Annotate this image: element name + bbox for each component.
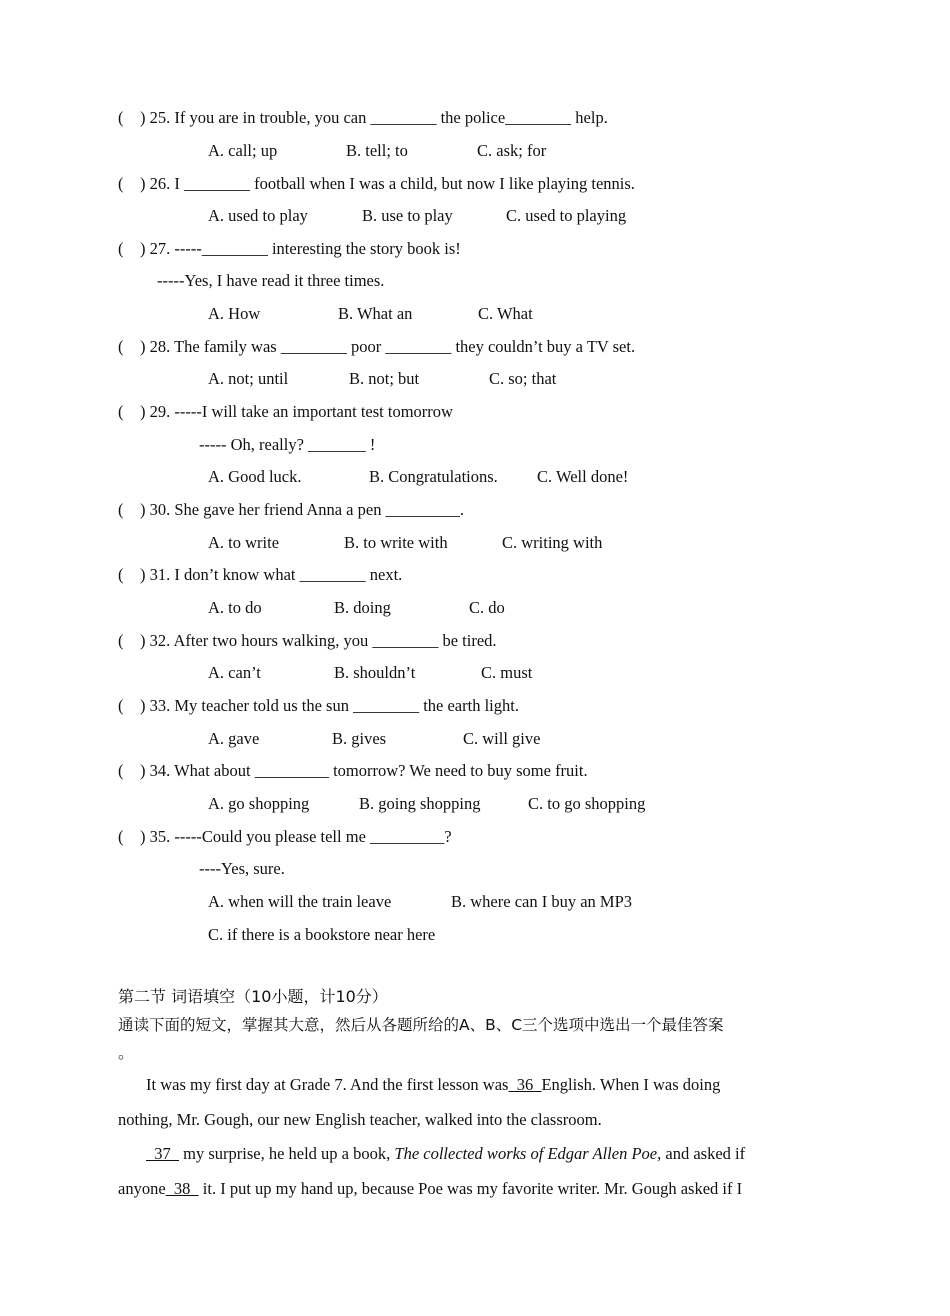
question-28-option-c: C. so; that <box>489 369 557 388</box>
question-25-option-c: C. ask; for <box>477 141 547 160</box>
question-35-dialog: ----Yes, sure. <box>199 859 285 878</box>
question-30-option-b: B. to write with <box>344 533 448 552</box>
question-30-option-a: A. to write <box>208 533 280 552</box>
question-34-stem: ( ) 34. What about _________ tomorrow? We need to buy some fruit. <box>118 761 588 780</box>
passage-line-4 <box>118 1179 742 1199</box>
question-27-option-a: A. How <box>208 304 261 323</box>
question-35-stem: ( ) 35. -----Could you please tell me _________? <box>118 827 452 846</box>
question-28-option-b: B. not; but <box>349 369 420 388</box>
question-34-option-b: B. going shopping <box>359 794 481 813</box>
question-26-option-b: B. use to play <box>362 206 453 225</box>
question-28-option-a: A. not; until <box>208 369 289 388</box>
passage-text: it. I put up my hand up, because Poe was my favorite writer. Mr. Gough asked if I <box>198 1179 743 1198</box>
blank-36: 36 <box>508 1075 542 1094</box>
question-28-stem: ( ) 28. The family was ________ poor ________ they couldn’t buy a TV set. <box>118 337 636 356</box>
question-32-option-b: B. shouldn’t <box>334 663 416 682</box>
question-31-stem: ( ) 31. I don’t know what ________ next. <box>118 565 403 584</box>
question-29-stem: ( ) 29. -----I will take an important test tomorrow <box>118 402 453 421</box>
question-31-option-b: B. doing <box>334 598 391 617</box>
passage-text: my surprise, he held up a book, <box>179 1144 395 1163</box>
passage-text: anyone <box>118 1179 166 1198</box>
question-32-option-a: A. can’t <box>208 663 261 682</box>
question-27-dialog: -----Yes, I have read it three times. <box>157 271 385 290</box>
question-25-option-b: B. tell; to <box>346 141 408 160</box>
passage-text: English. When I was doing <box>541 1075 721 1094</box>
question-27-option-b: B. What an <box>338 304 413 323</box>
question-29-option-c: C. Well done! <box>537 467 629 486</box>
question-33-option-a: A. gave <box>208 729 260 748</box>
question-33-stem: ( ) 33. My teacher told us the sun ________ the earth light. <box>118 696 519 715</box>
question-34-option-a: A. go shopping <box>208 794 310 813</box>
question-32-option-c: C. must <box>481 663 533 682</box>
question-35-option-a: A. when will the train leave <box>208 892 392 911</box>
passage-text: It was my first day at Grade 7. And the first lesson was <box>146 1075 509 1094</box>
question-35-option-b: B. where can I buy an MP3 <box>451 892 633 911</box>
question-31-option-a: A. to do <box>208 598 262 617</box>
question-29-option-b: B. Congratulations. <box>369 467 498 486</box>
question-29-option-a: A. Good luck. <box>208 467 302 486</box>
question-33-option-c: C. will give <box>463 729 541 748</box>
passage-line-1 <box>146 1075 720 1095</box>
question-31-option-c: C. do <box>469 598 505 617</box>
section-2-heading: 第二节 词语填空（10小题，计10分） <box>118 987 388 1006</box>
question-25-option-a: A. call; up <box>208 141 278 160</box>
question-29-dialog: ----- Oh, really? _______ ! <box>199 435 376 454</box>
question-34-option-c: C. to go shopping <box>528 794 646 813</box>
blank-38: 38 <box>165 1179 199 1198</box>
passage-text: , and asked if <box>657 1144 746 1163</box>
section-2-instruction-end: 。 <box>118 1043 135 1062</box>
passage-line-2: nothing, Mr. Gough, our new English teacher, walked into the classroom. <box>118 1110 602 1129</box>
section-2-instruction: 通读下面的短文，掌握其大意，然后从各题所给的A、B、C三个选项中选出一个最佳答案 <box>118 1016 724 1034</box>
book-title: The collected works of Edgar Allen Poe <box>394 1144 658 1163</box>
question-26-option-a: A. used to play <box>208 206 308 225</box>
question-30-option-c: C. writing with <box>502 533 603 552</box>
question-30-stem: ( ) 30. She gave her friend Anna a pen _________. <box>118 500 464 519</box>
question-26-option-c: C. used to playing <box>506 206 627 225</box>
question-26-stem: ( ) 26. I ________ football when I was a child, but now I like playing tennis. <box>118 174 635 193</box>
question-27-option-c: C. What <box>478 304 533 323</box>
question-25-stem: ( ) 25. If you are in trouble, you can ________ the police________ help. <box>118 108 608 127</box>
passage-line-3 <box>146 1144 745 1164</box>
question-27-stem: ( ) 27. -----________ interesting the story book is! <box>118 239 461 258</box>
blank-37: 37 <box>146 1144 179 1163</box>
question-33-option-b: B. gives <box>332 729 387 748</box>
question-32-stem: ( ) 32. After two hours walking, you ________ be tired. <box>118 631 497 650</box>
question-35-option-c: C. if there is a bookstore near here <box>208 925 436 944</box>
